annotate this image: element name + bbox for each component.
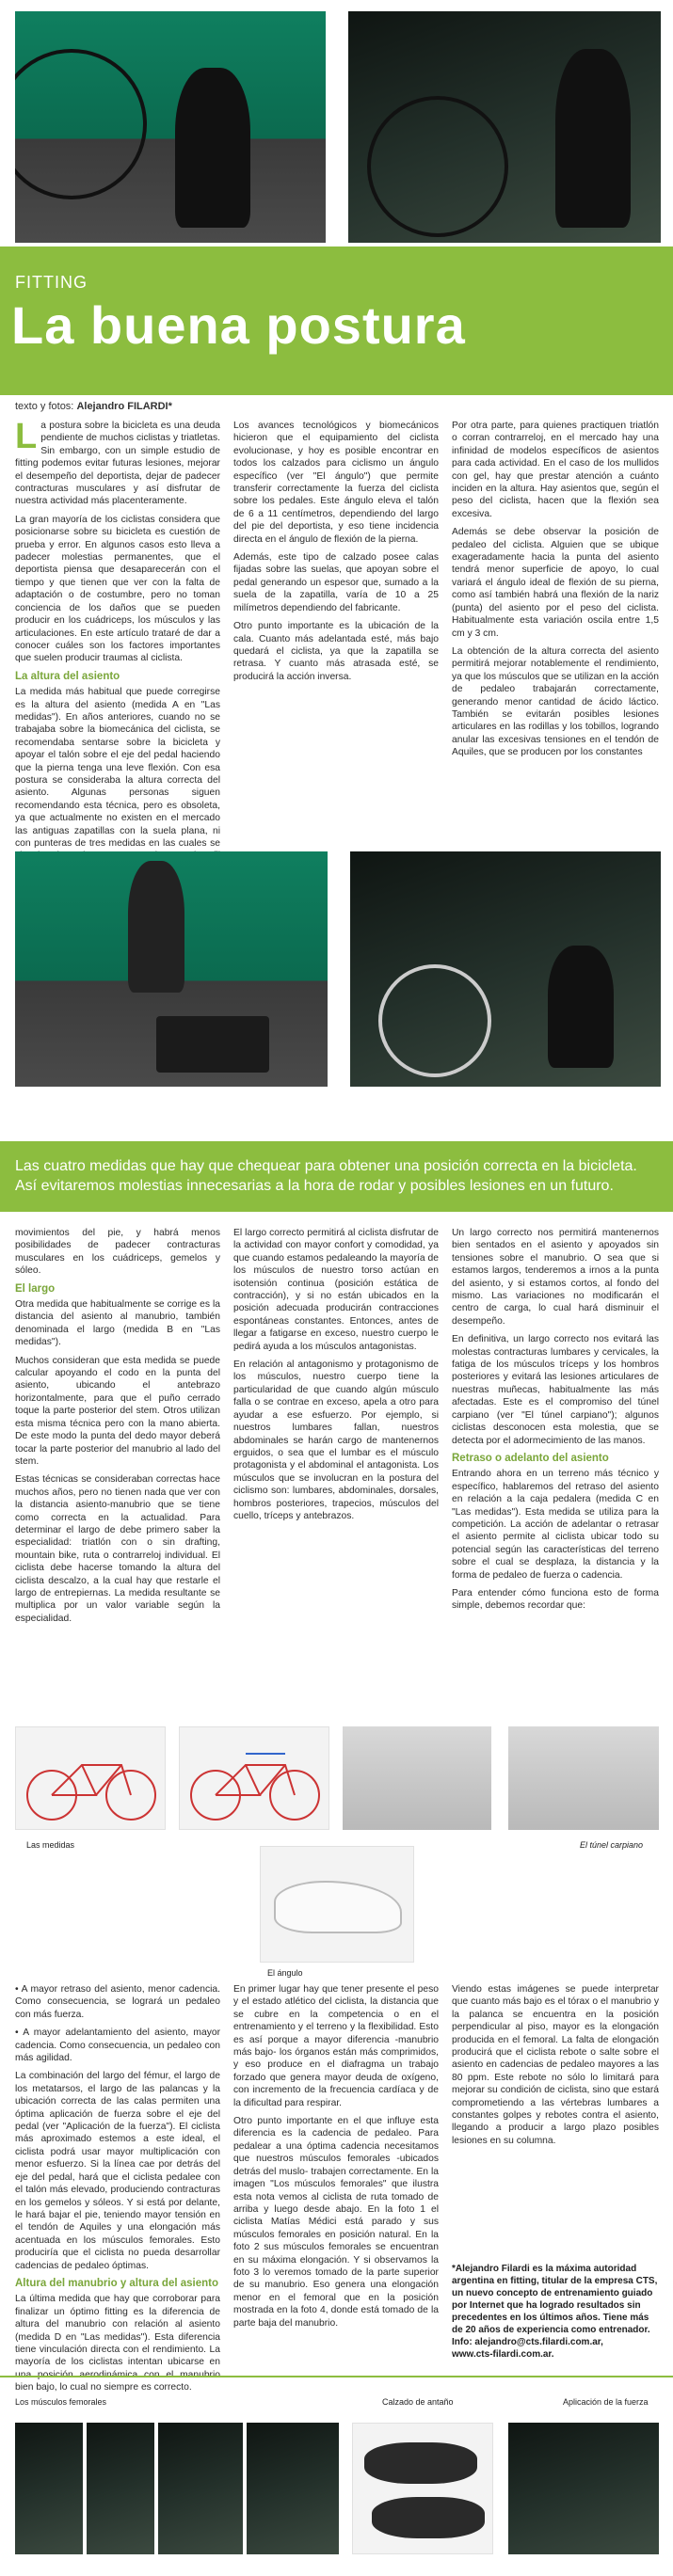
retraso-paragraph-5: La combinación del largo del fémur, el largo de los metatarsos, el largo de las palancas y la ubicación correcta de las calas permiten una óptima aplicación de fuerza sobre el eje del pedal (ver "Aplicación de la fuerza"). El ciclista más aproximado estemos a este ideal, el ciclista podrá usar mayor multiplicación con menor esfuerzo. Si la línea cae por detrás del eje del pedal, hará que el ciclista pedalee con el talón más elevado, produciendo contracturas en los gemelos y sóleos. Y si está por delante, le hará bajar el pie, teniendo mayor tensión en el tendón de Aquiles y una elongación más acentuada en los músculos femorales. Esto produciría que el ciclista no pueda desarrollar cadencias de pedaleo óptimas. <box>15 2071 220 2271</box>
altura-paragraph-2: Los avances tecnológicos y biomecánicos hicieron que el equipamiento del ciclista evolucionase, y hoy es posible encontrar en todos los calzados para ciclismo un ángulo específico (ver "El ángulo") que permite transferir correctamente la fuerza del ciclista sobre los pedales. Este ángulo eleva el talón de 6 a 11 centímetros, dependiendo del largo del pie del deportista, y eso tiene incidencia directa en el ángulo de flexión de la pierna. <box>233 421 439 545</box>
dropcap: L <box>15 417 38 456</box>
label-angulo: El ángulo <box>267 1968 303 1978</box>
largo-paragraph-4: El largo correcto permitirá al ciclista disfrutar de la actividad con mayor confort y comodidad, ya que cuando estamos pedaleando la mayoría de los músculos de nuestro torso actúan en isotensión continua (posición estática de contracción), y si no están ubicados en la posición adecuada producirán contracciones espontáneas constantes. Entonces, antes de llegar a fatigarse en exceso, nuestro cuerpo le pedirá ayuda a los músculos antagonistas. <box>233 1228 439 1352</box>
intro-paragraph-2: La gran mayoría de los ciclistas considera que posicionarse sobre su bicicleta es cuestión de prueba y error. En algunos casos esto lleva a padecer molestias permanentes, que el deportista piensa que desaparecerán con el tiempo y que tienen que ver con la falta de adaptación o de costumbre, pero no toman conciencia de los daños que se pueden producir en los cuádriceps, los músculos y las articulaciones. En este artículo trataré de dar a conocer cuáles son los factores importantes que suelen producir traumas al ciclista. <box>15 514 220 664</box>
manubrio-paragraph-1: La última medida que hay que corroborar para finalizar un óptimo fitting es la diferencia de altura del manubrio con relación al asiento (medida D en "Las medidas"). Esta diferencia tiene vinculación directa con el rendimiento. La mayoría de los ciclistas intentan ubicarse en bien bajo, lo cual no siempre es correcto. <box>15 2294 220 2393</box>
bottom-rule <box>0 2376 673 2377</box>
column-7 <box>15 1983 220 2400</box>
label-femorales: Los músculos femorales <box>15 2397 107 2407</box>
label-medidas: Las medidas <box>26 1840 75 1850</box>
byline-prefix: texto y fotos: <box>15 401 74 412</box>
bike-diagram-icon <box>16 1727 166 1830</box>
figure-tunel-2 <box>508 1726 659 1830</box>
retraso-paragraph-1: Entrando ahora en un terreno más técnico y específico, hablaremos del retraso del asiento en relación a la caja pedalera (medida C en "Las medidas"). Esta medida se utiliza para la competición. La acción de adelantar o retrasar el asiento permite al ciclista ubicar todo su potencial según las características del terreno sobre el cual se desplaza, la distancia y la forma de pedaleo de fuerza o cadencia. <box>452 1469 659 1581</box>
retraso-paragraph-2: Para entender cómo funciona esto de forma simple, debemos recordar que: <box>452 1587 659 1612</box>
largo-paragraph-7: En definitiva, un largo correcto nos evitará las molestas contracturas lumbares y cervicales, la fatiga de los músculos tríceps y los hombros posteriores y evitará las lesiones articulares de nuestras muñecas, habitualmente las más afectadas. Este es el compromiso del túnel carpiano (ver "El túnel carpiano"); algunos ciclistas desconocen esta molestia, que se detecta por el adormecimiento de las manos. <box>452 1334 659 1446</box>
laptop-shape <box>156 1016 269 1073</box>
figure-tunel-1 <box>343 1726 491 1830</box>
label-tunel: El túnel carpiano <box>580 1840 644 1850</box>
shoe-shape <box>364 2442 477 2484</box>
femorales-photo-1 <box>15 2423 83 2554</box>
column-4 <box>15 1227 220 1630</box>
fuerza-photo <box>508 2423 659 2554</box>
column-6 <box>452 1227 659 1618</box>
calzado-photo <box>352 2423 493 2554</box>
label-fuerza: Aplicación de la fuerza <box>563 2397 649 2407</box>
middle-photo-right <box>350 851 661 1087</box>
femorales-photo-4 <box>247 2423 339 2554</box>
author-web: www.cts-filardi.com.ar. <box>452 2349 554 2360</box>
femorales-photo-2 <box>87 2423 154 2554</box>
retraso-paragraph-3: • A mayor retraso del asiento, menor cadencia. Como consecuencia, se logrará un pedaleo con más fuerza. <box>15 1984 220 2020</box>
figure-medidas-1 <box>15 1726 166 1830</box>
altura-paragraph-7: La obtención de la altura correcta del asiento permitirá mejorar notablemente el rendimiento, ya que los músculos que se utilizan en la acción de pedaleo trabajarán correctamente, generando menor cantidad de ácido láctico. También se evitarán posibles lesiones articulares en las rodillas y los tobillos, logrando anular las excesivas tensiones en el tendón de Aquiles, que se producen por los constantes <box>452 645 659 758</box>
shoe-shape <box>372 2497 485 2538</box>
figure-medidas-2 <box>179 1726 329 1830</box>
caption-band <box>0 1141 673 1212</box>
figure-angulo <box>260 1846 414 1963</box>
largo-paragraph-3: Estas técnicas se consideraban correctas hace muchos años, pero no tienen nada que ver con la distancia asiento-manubrio que se tiene como correcta en la actualidad. Para determinar el largo de debe primero saber la especialidad: triatlón con o sin drafting, mountain bike, ruta o contrarreloj individual. El ciclista debe hacerse tomando la altura del ciclista descalzo, a la cual hay que restarle el largo de entrepiernas. La medida resultante se multiplica por un valor variable según la especialidad. <box>15 1474 220 1624</box>
intro-paragraph-1: a postura sobre la bicicleta es una deuda pendiente de muchos ciclistas y triatletas. Sin embargo, con un simple estudio de fitting podemos evitar futuras lesiones, mejorar el desempeño del deportista, dejar de padecer contracturas musculares y así disfrutar de nuestra actividad más placenteramente. <box>15 421 220 507</box>
manubrio-paragraph-2: En primer lugar hay que tener presente el peso y el estado atlético del ciclista, la distancia que se cubre en la competencia o en el entrenamiento y el terreno y la flexibilidad. Esto es así porque a mayor diferencia -manubrio más bajo- los órganos están más comprimidos, y eso produce en el diafragma un trabajo forzado que genera mayor deuda de oxígeno, con incremento de la frecuencia cardíaca y de la dificultad para respirar. <box>233 1984 439 2108</box>
byline-author: Alejandro FILARDI* <box>76 401 172 412</box>
subhead-retraso: Retraso o adelanto del asiento <box>452 1452 609 1464</box>
altura-paragraph-1: La medida más habitual que puede corregirse es la altura del asiento (medida A en "Las medidas"). En años anteriores, cuando no se trabajaba sobre la biomecánica del ciclista, se recomendaba sentarse sobre la bicicleta y apoyar el talón sobre el eje del pedal haciendo que la pierna tenga una leve flexión. Con esa postura se consideraba la altura correcta del asiento. Algunas personas siguen recomendando esta técnica, pero es obsoleta, ya que actualmente no existen en el mercado las antiguas zapatillas con la suela plana, ni con punteras de tres medidas en las cuales se <box>15 687 220 849</box>
middle-photo-left <box>15 851 328 1087</box>
largo-paragraph-5: En relación al antagonismo y protagonismo de los músculos, nuestro cuerpo tiene la particularidad de que cuando algún músculo falla o se contrae en exceso, apela a otro para ayudar a ese esfuerzo. Por ejemplo, si nuestros lumbares fallan, nuestros abdominales se harán cargo de mantenernos erguidos, o sea que el lumbar es el músculo protagonista y el abdominal el antagonista. Los músculos que se involucran en la postura del ciclismo son: lumbares, abdominales, dorsales, hombros posteriores, trapecios, músculos del cuello, tríceps y antebrazos. <box>233 1360 439 1521</box>
section-kicker: FITTING <box>15 273 88 292</box>
column-2 <box>233 420 439 689</box>
caption-band-text: Las cuatro medidas que hay que chequear para obtener una posición correcta en la bicicleta. Así evitaremos molestias innecesarias a la hora de rodar y posibles lesiones en un futuro. <box>15 1158 637 1194</box>
altura-paragraph-3: Además, este tipo de calzado posee calas fijadas sobre las suelas, que apoyan sobre el pedal generando un espesor que, sumado a la suela de la zapatilla, varía de 10 a 25 milímetros dependiendo del fabricante. <box>233 552 439 613</box>
largo-paragraph-1: Otra medida que habitualmente se corrige es la distancia del asiento al manubrio, también denominada el largo (medida B en "Las medidas"). <box>15 1299 220 1348</box>
label-calzado: Calzado de antaño <box>382 2397 454 2407</box>
shoe-shape <box>274 1881 402 1933</box>
largo-paragraph-6: Un largo correcto nos permitirá mantenernos bien sentados en el asiento y apoyados sin tensiones sobre el manubrio. O sea que si estamos largos, tenderemos a irnos a la punta del asiento, y si estamos cortos, al fondo del mismo. Las variaciones no modificarán el centro de carga, lo cual hará disminuir el desempeño. <box>452 1228 659 1327</box>
retraso-paragraph-4: • A mayor adelantamiento del asiento, mayor cadencia. Como consecuencia, un pedaleo con más agilidad. <box>15 2027 220 2064</box>
femorales-photo-3 <box>158 2423 243 2554</box>
column-1 <box>15 417 220 894</box>
subhead-largo: El largo <box>15 1282 56 1295</box>
altura-paragraph-4: Otro punto importante es la ubicación de la cala. Cuanto más adelantada esté, más bajo quedará el ciclista, ya que la zapatilla se retrasa. Y cuanto más atrasada esté, se producirá la acción inversa. <box>233 621 439 682</box>
column-3 <box>452 420 659 765</box>
top-photo-left <box>15 11 326 243</box>
author-bio-text: *Alejandro Filardi es la máxima autoridad argentina en fitting, titular de la empresa CTS, un nuevo concepto de entrenamiento guiado por Internet que ha logrado resultados sin precedentes en los últimos años. Tiene más de 20 años de experiencia como entrenador. <box>452 2264 658 2335</box>
author-email: Info: alejandro@cts.filardi.com.ar, <box>452 2337 603 2347</box>
subhead-altura: La altura del asiento <box>15 670 120 682</box>
column-8 <box>233 1983 439 2335</box>
subhead-manubrio: Altura del manubrio y altura del asiento <box>15 2277 218 2289</box>
altura-paragraph-5: Por otra parte, para quienes practiquen triatlón o corran contrarreloj, en el mercado hay una infinidad de modelos específicos de asientos para cada actividad. En el caso de los mullidos con gel, hay que prestar atención a cuánto inciden en la altura. Hay asientos que, según el peso del ciclista, hacen que la flexión sea excesiva. <box>452 421 659 519</box>
manubrio-paragraph-3: Otro punto importante en el que influye esta diferencia es la cadencia de pedaleo. Para pedalear a una óptima cadencia necesitamos que nuestros músculos femorales -ubicados detrás del muslo- trabajen correctamente. En la imagen "Los músculos femorales" que ilustra esta nota vemos al ciclista de ruta tomado de arriba y luego desde abajo. En la foto 1 el ciclista Matías Médici está parado y sus músculos femorales en posición natural. En la foto 2 sus músculos femorales se encuentran en su máxima elongación. Y si observamos la foto 3 lo veremos tomado de la parte superior de su manubrio. Eso genera una elongación menor en el femoral que en la posición mostrada en la foto 4, donde está tomado de la parte baja del manubrio. <box>233 2116 439 2329</box>
continuation-paragraph: movimientos del pie, y habrá menos posibilidades de padecer contracturas musculares en los cuádriceps, gemelos y sóleo. <box>15 1228 220 1277</box>
column-5 <box>233 1227 439 1528</box>
top-photo-right <box>348 11 661 243</box>
byline <box>15 401 172 412</box>
article-title: La buena postura <box>11 295 466 355</box>
altura-paragraph-6: Además se debe observar la posición de pedaleo del ciclista. Alguien que se ubique exageradamente hacia la punta del asiento tendrá menor superficie de apoyo, lo cual variará el ángulo ideal de flexión de su pierna, como así también habrá una flexión de la nariz (punta) del asiento por el peso del ciclista. Habitualmente esta variación oscila entre 1,5 cm y 3 cm. <box>452 527 659 639</box>
manubrio-paragraph-4: Viendo estas imágenes se puede interpretar que cuanto más bajo es el tórax o el manubrio y la palanca se encuentra en la posición perpendicular al piso, mayor es la elongación producida en el femoral. La falta de elongación producirá que el ciclista rebote o salte sobre el asiento en cadencias de pedaleo mayores a las 80 ppm. Este rebote no sólo lo limitará para mejorar su condición de ciclista, sino que estará comprometiendo a las vértebras lumbares a constantes golpes y rebotes contra el asiento, llegando a producir a largo plazo posibles lesiones en su columna. <box>452 1984 659 2146</box>
largo-paragraph-2: Muchos consideran que esta medida se puede calcular apoyando el codo en la punta del asiento, ubicando el antebrazo horizontalmente, para que el puño cerrado toque la parte posterior del stem. Otros utilizan esta misma técnica pero con la mano abierta. De este modo la punta del dedo mayor deberá tocar la parte posterior del manubrio al lado del stem. <box>15 1355 220 1467</box>
author-bio <box>452 2263 659 2361</box>
bike-diagram-icon <box>180 1727 329 1830</box>
column-9 <box>452 1983 659 2153</box>
